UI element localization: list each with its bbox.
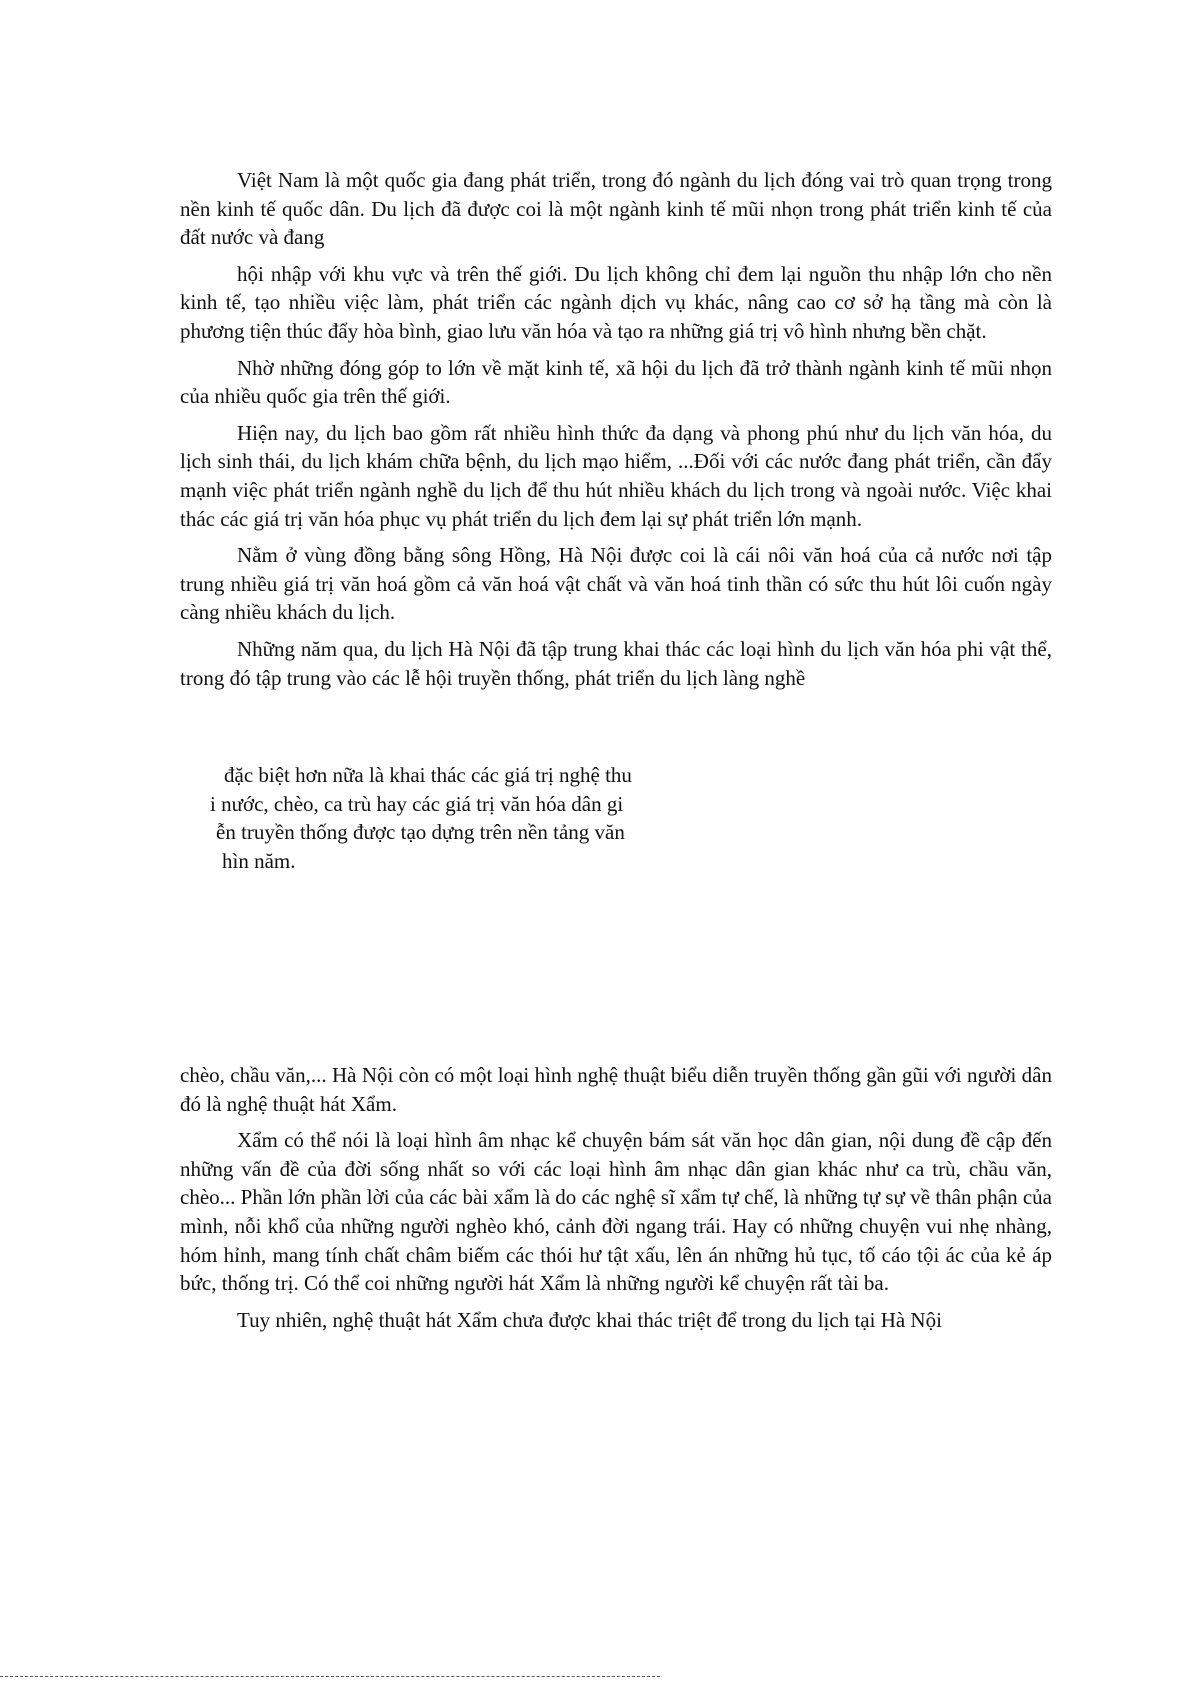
text-block-bottom [180,1061,1052,1342]
paragraph: Tuy nhiên, nghệ thuật hát Xẩm chưa được khai thác triệt để trong du lịch tại Hà Nội [237,1307,942,1332]
fragment-line: hìn năm. [222,848,296,873]
text-block-top [180,166,1052,700]
fragment-line: i nước, chèo, ca trù hay các giá trị văn hóa dân gi [210,791,624,816]
fragment-line: đặc biệt hơn nữa là khai thác các giá trị nghệ thu [224,763,632,787]
paragraph: Hiện nay, du lịch bao gồm rất nhiều hình thức đa dạng và phong phú như du lịch văn hóa, du lịch sinh thái, du lịch khám chữa bệnh, du lịch mạo hiểm, ...Đối với các nước đang phát triển, cần đẩy mạnh việc phát triển ngành nghề du lịch để thu hút nhiều khách du lịch trong và ngoài nước. Việc khai thác các giá trị văn hóa phục vụ phát triển du lịch đem lại sự phát triển lớn mạnh. [180,420,1052,531]
paragraph: Những năm qua, du lịch Hà Nội đã tập trung khai thác các loại hình du lịch văn hóa phi vật thể, trong đó tập trung vào các lễ hội truyền thống, phát triển du lịch làng nghề [180,636,1052,690]
paragraph: Xẩm có thể nói là loại hình âm nhạc kể chuyện bám sát văn học dân gian, nội dung đề cập đến những vấn đề của đời sống nhất so với các loại hình âm nhạc dân gian khác như ca trù, chầu văn, chèo... Phần lớn phần lời của các bài xẩm là do các nghệ sĩ xẩm tự chế, là những tự sự về thân phận của mình, nỗi khổ của những người nghèo khó, cảnh đời ngang trái. Hay có những chuyện vui nhẹ nhàng, hóm hỉnh, mang tính chất châm biếm các thói hư tật xấu, lên án những hủ tục, tố cáo tội ác của kẻ áp bức, thống trị. Có thể coi những người hát Xẩm là những người kể chuyện rất tài ba. [180,1128,1052,1296]
paragraph: Nhờ những đóng góp to lớn về mặt kinh tế, xã hội du lịch đã trở thành ngành kinh tế mũi nhọn của nhiều quốc gia trên thế giới. [180,355,1052,409]
paragraph: Nằm ở vùng đồng bằng sông Hồng, Hà Nội được coi là cái nôi văn hoá của cả nước nơi tập trung nhiều giá trị văn hoá gồm cả văn hoá vật chất và văn hoá tinh thần có sức thu hút lôi cuốn ngày càng nhiều khách du lịch. [180,543,1052,625]
paragraph: hội nhập với khu vực và trên thế giới. Du lịch không chỉ đem lại nguồn thu nhập lớn cho nền kinh tế, tạo nhiều việc làm, phát triển các ngành dịch vụ khác, nâng cao cơ sở hạ tầng mà còn là phương tiện thúc đẩy hòa bình, giao lưu văn hóa và tạo ra những giá trị vô hình nhưng bền chặt. [180,261,1052,343]
fragment-line: ễn truyền thống được tạo dựng trên nền tảng văn [216,820,625,845]
paragraph: Việt Nam là một quốc gia đang phát triển, trong đó ngành du lịch đóng vai trò quan trọng trong nền kinh tế quốc dân. Du lịch đã được coi là một ngành kinh tế mũi nhọn trong phát triển kinh tế của đất nước và đang [180,168,1052,250]
footer-dashed-rule [0,1676,660,1677]
cropped-text-fragment [210,761,730,875]
paragraph: chèo, chầu văn,... Hà Nội còn có một loại hình nghệ thuật biểu diễn truyền thống gần gũi với người dân đó là nghệ thuật hát Xẩm. [180,1063,1052,1116]
